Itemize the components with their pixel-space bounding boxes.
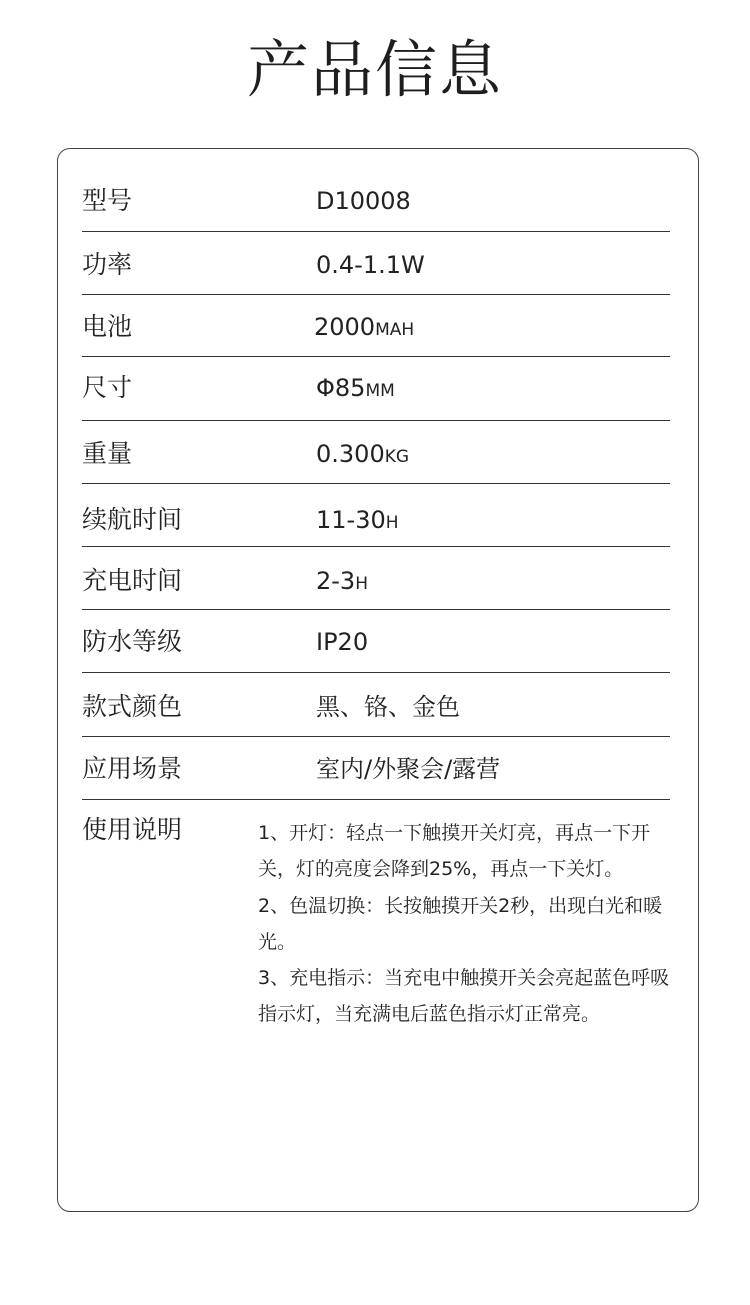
spec-value: 2-3H bbox=[316, 567, 368, 595]
row-divider bbox=[82, 294, 670, 295]
spec-label: 尺寸 bbox=[82, 373, 133, 402]
row-divider bbox=[82, 546, 670, 547]
spec-label: 充电时间 bbox=[82, 566, 183, 595]
spec-label: 型号 bbox=[82, 186, 133, 215]
spec-value: 0.300KG bbox=[316, 440, 410, 468]
spec-value: D10008 bbox=[316, 187, 411, 215]
spec-label: 重量 bbox=[82, 439, 133, 468]
row-divider bbox=[82, 231, 670, 232]
usage-item: 1、开灯：轻点一下触摸开关灯亮，再点一下开关，灯的亮度会降到25%，再点一下关灯。 bbox=[258, 822, 651, 881]
spec-value: 室内/外聚会/露营 bbox=[316, 755, 501, 783]
spec-value: 11-30H bbox=[316, 506, 399, 534]
spec-label: 应用场景 bbox=[82, 754, 183, 783]
spec-card bbox=[57, 148, 699, 1212]
spec-label: 电池 bbox=[82, 312, 133, 341]
row-divider bbox=[82, 483, 670, 484]
row-divider bbox=[82, 799, 670, 800]
spec-value: 0.4-1.1W bbox=[316, 251, 425, 279]
row-divider bbox=[82, 420, 670, 421]
page-title: 产品信息 bbox=[246, 33, 503, 106]
row-divider bbox=[82, 356, 670, 357]
spec-value: IP20 bbox=[316, 628, 369, 656]
spec-label: 续航时间 bbox=[82, 505, 183, 534]
spec-value: 黑、铬、金色 bbox=[316, 693, 460, 721]
row-divider bbox=[82, 736, 670, 737]
spec-label: 款式颜色 bbox=[82, 692, 183, 721]
row-divider bbox=[82, 609, 670, 610]
usage-label: 使用说明 bbox=[82, 815, 183, 844]
spec-label: 防水等级 bbox=[82, 627, 183, 656]
spec-label: 功率 bbox=[82, 250, 133, 279]
row-divider bbox=[82, 672, 670, 673]
spec-value: Φ85MM bbox=[316, 374, 395, 402]
spec-value: 2000MAH bbox=[314, 313, 415, 341]
usage-item: 3、充电指示：当充电中触摸开关会亮起蓝色呼吸指示灯，当充满电后蓝色指示灯正常亮。 bbox=[258, 967, 670, 1026]
usage-instructions bbox=[258, 815, 673, 1033]
usage-item: 2、色温切换：长按触摸开关2秒，出现白光和暖光。 bbox=[258, 894, 663, 953]
